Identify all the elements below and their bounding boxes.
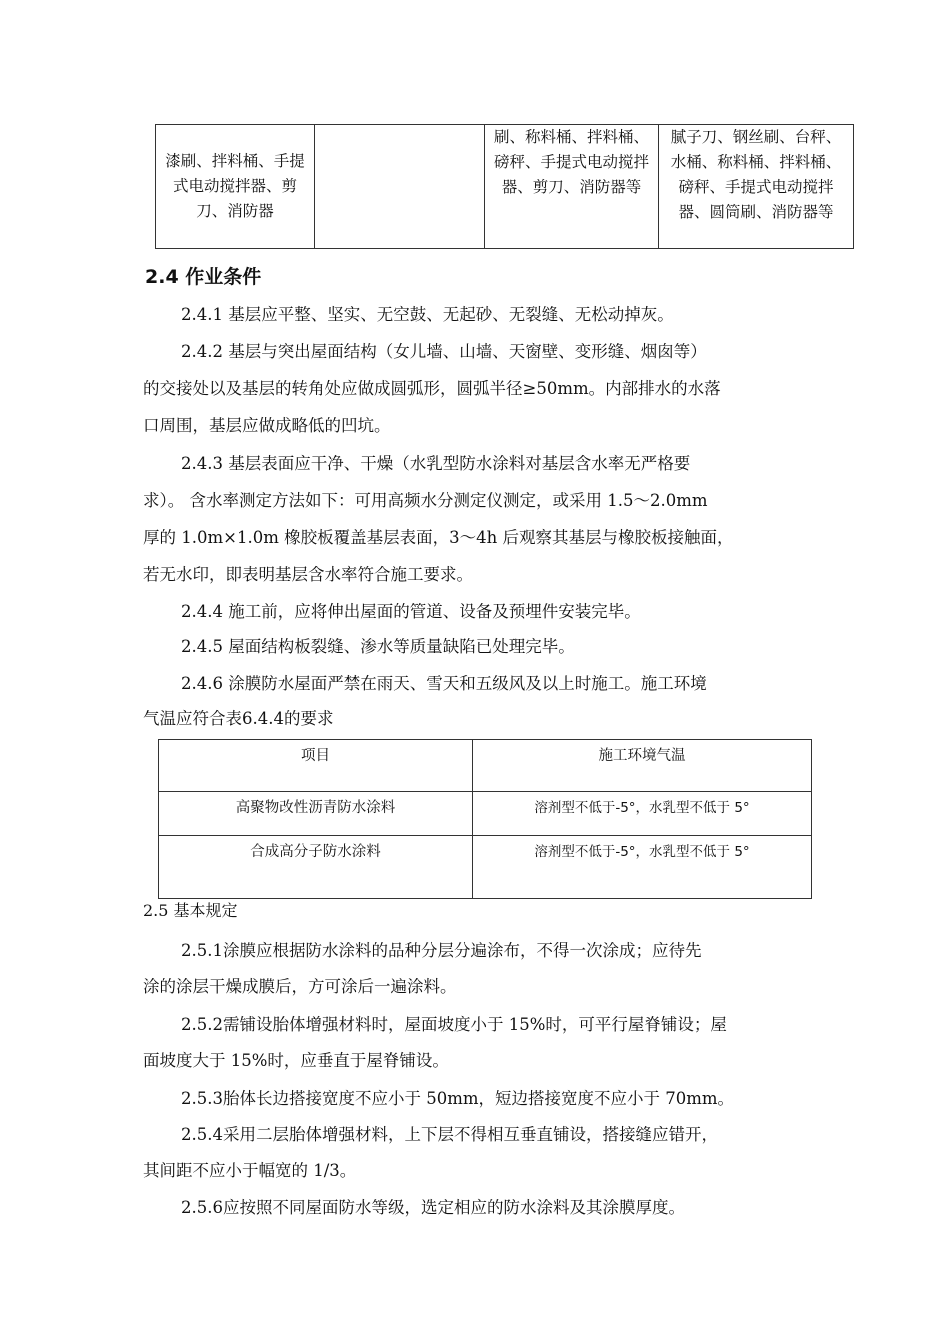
paragraph-2-4-2-line-3: 口周围，基层应做成略低的凹坑。 [143, 416, 391, 435]
paragraph-2-4-3-line-1: 2.4.3 基层表面应干净、干燥（水乳型防水涂料对基层含水率无严格要 [181, 454, 691, 473]
table-row [159, 792, 812, 836]
paragraph-2-5-1-line-1: 2.5.1涂膜应根据防水涂料的品种分层分遍涂布，不得一次涂成；应待先 [181, 941, 702, 960]
paragraph-2-4-2-line-2: 的交接处以及基层的转角处应做成圆弧形，圆弧半径≥50mm。内部排水的水落 [143, 379, 721, 398]
table-row [156, 125, 854, 249]
paragraph-2-4-4: 2.4.4 施工前，应将伸出屋面的管道、设备及预埋件安装完毕。 [181, 602, 641, 621]
paragraph-2-5-4-line-1: 2.5.4采用二层胎体增强材料，上下层不得相互垂直铺设，搭接缝应错开， [181, 1125, 718, 1144]
paragraph-2-5-6: 2.5.6应按照不同屋面防水等级，选定相应的防水涂料及其涂膜厚度。 [181, 1198, 685, 1217]
section-heading-2-4: 2.4 作业条件 [145, 266, 262, 288]
header-temperature: 施工环境气温 [473, 740, 812, 792]
tools-cell-3: 刷、称料桶、拌料桶、磅秤、手提式电动搅拌器、剪刀、消防器等 [485, 125, 659, 249]
section-heading-2-5: 2.5 基本规定 [143, 901, 238, 920]
paragraph-2-4-2-line-1: 2.4.2 基层与突出屋面结构（女儿墙、山墙、天窗壁、变形缝、烟囱等） [181, 342, 707, 361]
row-item: 高聚物改性沥青防水涂料 [159, 792, 473, 836]
paragraph-2-4-3-line-2: 求）。 含水率测定方法如下：可用高频水分测定仪测定，或采用 1.5～2.0mm [143, 491, 708, 510]
paragraph-2-4-6-line-1: 2.4.6 涂膜防水屋面严禁在雨天、雪天和五级风及以上时施工。施工环境 [181, 674, 707, 693]
paragraph-2-4-3-line-3: 厚的 1.0m×1.0m 橡胶板覆盖基层表面，3～4h 后观察其基层与橡胶板接触面， [143, 528, 734, 547]
header-item: 项目 [159, 740, 473, 792]
paragraph-2-4-1: 2.4.1 基层应平整、坚实、无空鼓、无起砂、无裂缝、无松动掉灰。 [181, 305, 674, 324]
tools-cell-1: 漆刷、拌料桶、手提式电动搅拌器、剪刀、消防器 [156, 125, 315, 249]
paragraph-2-5-1-line-2: 涂的涂层干燥成膜后，方可涂后一遍涂料。 [143, 977, 457, 996]
row-temperature: 溶剂型不低于-5°，水乳型不低于 5° [473, 792, 812, 836]
paragraph-2-5-2-line-1: 2.5.2需铺设胎体增强材料时，屋面坡度小于 15%时，可平行屋脊铺设；屋 [181, 1015, 727, 1034]
paragraph-2-4-3-line-4: 若无水印，即表明基层含水率符合施工要求。 [143, 565, 473, 584]
paragraph-2-4-6-line-2: 气温应符合表6.4.4的要求 [143, 709, 334, 728]
row-temperature: 溶剂型不低于-5°，水乳型不低于 5° [473, 836, 812, 899]
row-item: 合成高分子防水涂料 [159, 836, 473, 899]
temperature-table [158, 739, 812, 899]
paragraph-2-5-3: 2.5.3胎体长边搭接宽度不应小于 50mm，短边搭接宽度不应小于 70mm。 [181, 1089, 735, 1108]
paragraph-2-5-2-line-2: 面坡度大于 15%时，应垂直于屋脊铺设。 [143, 1051, 449, 1070]
table-row [159, 836, 812, 899]
paragraph-2-4-5: 2.4.5 屋面结构板裂缝、渗水等质量缺陷已处理完毕。 [181, 637, 575, 656]
tools-cell-4: 腻子刀、钢丝刷、台秤、水桶、称料桶、拌料桶、磅秤、手提式电动搅拌器、圆筒刷、消防器等 [659, 125, 854, 249]
table-header-row [159, 740, 812, 792]
tools-table [155, 124, 854, 249]
tools-cell-2 [315, 125, 485, 249]
paragraph-2-5-4-line-2: 其间距不应小于幅宽的 1/3。 [143, 1161, 357, 1180]
